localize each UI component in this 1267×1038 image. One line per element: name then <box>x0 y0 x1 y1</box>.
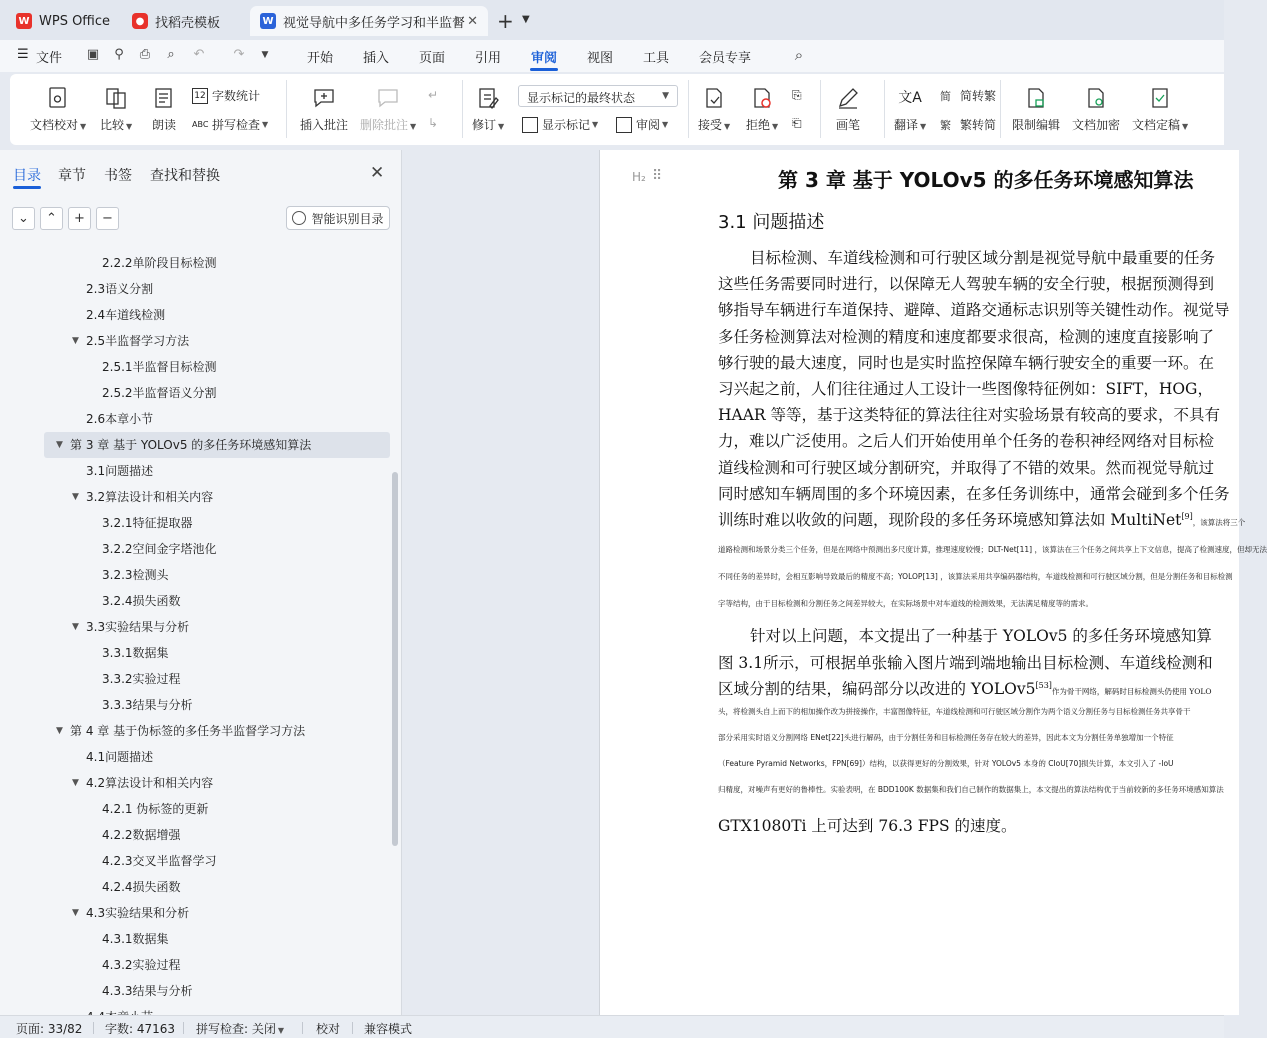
toc-list <box>0 250 392 1030</box>
review-pane-button[interactable]: 审阅 ▼ <box>616 116 668 133</box>
toc-item[interactable] <box>0 614 392 640</box>
tab-label: 找稻壳模板 <box>155 15 221 31</box>
to-simplified-label: 繁转简 <box>960 118 997 132</box>
collapse-arrow-icon[interactable]: ▼ <box>72 622 79 632</box>
accept-label: 接受 <box>698 118 723 132</box>
toc-item-label: 4.3实验结果和分析 <box>86 906 190 920</box>
text-line <box>718 677 1212 699</box>
to-simplified-button[interactable] <box>940 116 996 133</box>
chevron-down-icon: ▼ <box>662 91 669 101</box>
text-line <box>718 429 1214 451</box>
reject-button[interactable]: 拒绝 ▼ <box>746 86 778 133</box>
read-aloud-label: 朗读 <box>152 118 177 132</box>
page-indicator[interactable]: 页面: 33/82 <box>16 1022 83 1036</box>
revise-icon <box>476 86 500 110</box>
toc-item-label: 4.1问题描述 <box>86 750 154 764</box>
tab-bookmarks[interactable]: 书签 <box>104 168 132 184</box>
pen-button[interactable] <box>836 86 860 133</box>
menu-file[interactable]: 文件 <box>36 51 63 66</box>
smart-toc-label: 智能识别目录 <box>311 211 384 226</box>
citation: [53] <box>1035 680 1052 690</box>
text-line-content: 多任务检测算法对检测的精度和速度都要求很高，检测的速度直接影响了 <box>718 327 1215 346</box>
finalize-icon <box>1148 86 1172 110</box>
ribbon-separator <box>462 80 463 138</box>
toc-item-label: 3.2.3检测头 <box>102 568 169 582</box>
doc-check-button[interactable]: 文档校对 ▼ <box>30 86 86 133</box>
review-ribbon <box>10 74 1224 145</box>
menu-page[interactable]: 页面 <box>419 51 446 66</box>
small-text-line: 归精度，对噪声有更好的鲁棒性。实验表明，在 BDD100K 数据集和我们自己制作的数据集上，本文提出的算法结构优于当前较新的多任务环境感知算法 <box>718 785 1224 794</box>
menu-reference[interactable]: 引用 <box>475 51 502 66</box>
toc-item[interactable] <box>0 380 392 406</box>
prev-change-icon[interactable]: ⎘ <box>792 88 802 102</box>
doc-encrypt-label: 文档加密 <box>1072 118 1121 132</box>
drag-handle-icon[interactable]: ⠿ <box>652 168 661 184</box>
docer-icon: ● <box>132 13 148 29</box>
text-line <box>718 508 1245 530</box>
toc-item-label: 3.3.2实验过程 <box>102 672 181 686</box>
next-comment-icon[interactable]: ↳ <box>428 116 439 130</box>
toc-item[interactable] <box>0 588 392 614</box>
translate-label: 翻译 <box>894 118 919 132</box>
revise-label: 修订 <box>472 118 497 132</box>
toc-item[interactable] <box>0 692 392 718</box>
read-aloud-button[interactable] <box>152 86 176 133</box>
toc-item[interactable] <box>0 510 392 536</box>
restrict-edit-label: 限制编辑 <box>1012 118 1061 132</box>
citation: [9] <box>1181 511 1193 521</box>
doc-check-icon <box>46 86 70 110</box>
toc-item[interactable] <box>0 822 392 848</box>
collapse-arrow-icon[interactable]: ▼ <box>72 336 79 346</box>
text-line <box>718 482 1230 504</box>
smart-toc-button[interactable] <box>286 206 390 230</box>
toc-item[interactable] <box>0 848 392 874</box>
comment-add-icon <box>312 86 336 110</box>
undo-icon[interactable]: ↶ <box>193 47 205 62</box>
add-heading-icon[interactable]: + <box>68 207 91 230</box>
document-area <box>403 150 1267 1015</box>
toc-item[interactable] <box>0 458 392 484</box>
small-text-line: 部分采用实时语义分割网络 ENet[22]头进行解码，由于分割任务和目标检测任务存在较大的差异，因此本文为分割任务单独增加一个特征 <box>718 733 1174 742</box>
toc-item[interactable] <box>0 302 392 328</box>
prev-comment-icon[interactable]: ↵ <box>428 88 439 102</box>
toc-item-label: 3.2.1特征提取器 <box>102 516 193 530</box>
text-line <box>750 624 1212 646</box>
small-text-line: 道路检测和场景分类三个任务，但是在网络中预测出多尺度计算，推理速度较慢；DLT-Net[11] ，该算法在三个任务之间共享上下文信息，提高了检测速度，但却无法 <box>718 545 1267 554</box>
monitor-icon[interactable] <box>456 17 459 25</box>
active-menu-indicator <box>530 68 558 71</box>
chevron-down-icon[interactable]: ▼ <box>261 50 269 60</box>
status-bar <box>0 1015 1224 1038</box>
text-line-tail: 作为骨干网络，解码时目标检测头仍使用 YOLO <box>1051 687 1212 696</box>
restrict-edit-button[interactable] <box>1012 86 1060 133</box>
compat-mode-indicator: 兼容模式 <box>364 1022 413 1036</box>
word-count-icon: 12 <box>192 88 208 104</box>
doc-encrypt-button[interactable] <box>1072 86 1120 133</box>
text-line-content: 道线检测和可行驶区域分割研究，并取得了不错的效果。然而视觉导航过 <box>718 458 1215 477</box>
comment-delete-icon <box>376 86 400 110</box>
read-aloud-icon <box>152 86 176 110</box>
toc-item-label: 2.2.2单阶段目标检测 <box>102 256 217 270</box>
text-line <box>718 272 1214 294</box>
toc-item-label: 4.3.3结果与分析 <box>102 984 193 998</box>
spell-check-button[interactable]: ABC 拼写检查 ▼ <box>192 118 269 132</box>
tab-toc[interactable]: 目录 <box>13 168 41 184</box>
word-count-indicator[interactable]: 字数: 47163 <box>105 1022 176 1036</box>
search-icon[interactable]: ⌕ <box>794 46 804 64</box>
lock-doc-icon <box>1024 86 1048 110</box>
toc-item-label: 3.1问题描述 <box>86 464 154 478</box>
heading-level-marker: H₂ <box>632 170 646 184</box>
collapse-chevron-icon[interactable]: ⌄ <box>12 207 35 230</box>
menu-bar <box>0 40 1224 72</box>
toc-item[interactable] <box>0 666 392 692</box>
toc-item[interactable] <box>0 874 392 900</box>
collapse-arrow-icon[interactable]: ▼ <box>56 440 63 450</box>
toc-item[interactable] <box>0 536 392 562</box>
toc-item-label: 4.3.2实验过程 <box>102 958 181 972</box>
toc-item-label: 4.2.2数据增强 <box>102 828 181 842</box>
toc-item[interactable] <box>0 978 392 1004</box>
tab-docer[interactable] <box>122 6 244 36</box>
toc-item[interactable] <box>0 718 392 744</box>
spell-check-icon: ABC <box>192 119 209 129</box>
text-line-content: 区域分割的结果，编码部分以改进的 YOLOv5 <box>718 680 1036 698</box>
word-doc-icon: W <box>260 13 276 29</box>
compare-button[interactable]: 比较 ▼ <box>100 86 132 133</box>
text-line-content: 够指导车辆进行车道保持、避障、道路交通标志识别等关键性动作。视觉导 <box>718 301 1230 320</box>
toc-item-label: 3.3实验结果与分析 <box>86 620 190 634</box>
close-icon[interactable]: ✕ <box>370 163 385 183</box>
text-line <box>718 351 1214 373</box>
text-line-content: 目标检测、车道线检测和可行驶区域分割是视觉导航中最重要的任务 <box>750 249 1216 267</box>
toc-item-label: 2.5.1半监督目标检测 <box>102 360 217 374</box>
reject-icon <box>750 86 774 110</box>
show-markup-label: 显示标记 <box>542 118 591 132</box>
doc-finalize-label: 文档定稿 <box>1132 118 1181 132</box>
doc-check-label: 文档校对 <box>30 118 79 132</box>
collapse-arrow-icon[interactable]: ▼ <box>72 778 79 788</box>
review-pane-icon <box>616 117 632 133</box>
text-line-content: HAAR 等等，基于这类特征的算法往往对实验场景有较高的要求，不具有 <box>718 406 1221 425</box>
text-line-content: 习兴起之前，人们往往通过人工设计一些图像特征例如：SIFT，HOG， <box>718 380 1213 398</box>
ribbon-separator <box>820 80 821 138</box>
text-line <box>718 325 1214 347</box>
delete-comment-button[interactable]: 删除批注 ▼ <box>360 86 416 133</box>
collapse-arrow-icon[interactable]: ▼ <box>56 726 63 736</box>
ribbon-separator <box>1000 80 1001 138</box>
print-icon[interactable]: ⎙ <box>139 47 151 62</box>
sidebar-scrollbar[interactable] <box>392 472 398 846</box>
toc-item[interactable] <box>0 640 392 666</box>
collapse-arrow-icon[interactable]: ▼ <box>72 492 79 502</box>
toc-item[interactable] <box>0 900 392 926</box>
text-line <box>718 456 1214 478</box>
tab-find-replace[interactable]: 查找和替换 <box>150 168 220 184</box>
small-text-line: 不同任务的差异时，会相互影响导致最后的精度不高；YOLOP[13] ，该算法采用共享编码器结构，车道线检测和可行驶区域分割，但是分割任务和目标检测 <box>718 572 1233 581</box>
save-icon[interactable]: ▣ <box>86 47 100 62</box>
pen-label: 画笔 <box>836 118 861 132</box>
link-icon[interactable]: ⚲ <box>114 47 124 62</box>
text-line <box>718 403 1220 425</box>
toc-item-label: 4.3.1数据集 <box>102 932 169 946</box>
to-traditional-label: 简转繁 <box>960 89 997 103</box>
active-tab-indicator <box>13 186 41 189</box>
toc-item[interactable] <box>0 276 392 302</box>
new-tab-icon[interactable]: + <box>497 9 514 33</box>
wps-icon: W <box>16 13 32 29</box>
toc-item-label: 第 3 章 基于 YOLOv5 的多任务环境感知算法 <box>70 438 312 452</box>
accept-icon <box>702 86 726 110</box>
spell-check-status: 拼写检查: 关闭 <box>196 1022 276 1036</box>
toc-item[interactable] <box>0 328 392 354</box>
translate-button[interactable]: 文A 翻译 ▼ <box>894 86 926 133</box>
toc-item[interactable] <box>0 744 392 770</box>
text-line <box>718 298 1230 320</box>
menu-membership[interactable]: 会员专享 <box>699 51 752 66</box>
toc-item-label: 3.2算法设计和相关内容 <box>86 490 214 504</box>
translate-icon: 文A <box>898 90 922 106</box>
insert-comment-button[interactable] <box>300 86 348 133</box>
spell-check-indicator[interactable]: 拼写检查: 关闭 ▼ <box>196 1022 285 1036</box>
text-line <box>750 246 1215 268</box>
toc-item[interactable] <box>0 562 392 588</box>
toc-item-label: 4.2.3交叉半监督学习 <box>102 854 217 868</box>
text-line-content: 针对以上问题，本文提出了一种基于 YOLOv5 的多任务环境感知算 <box>750 627 1212 645</box>
doc-finalize-button[interactable]: 文档定稿 ▼ <box>1132 86 1188 133</box>
to-traditional-button[interactable] <box>940 87 996 104</box>
status-separator <box>302 1022 303 1034</box>
markup-state-value: 显示标记的最终状态 <box>527 91 636 105</box>
encrypt-icon <box>1084 86 1108 110</box>
print-preview-icon[interactable]: ⌕ <box>167 47 175 62</box>
toc-item-label: 2.3语义分割 <box>86 282 154 296</box>
toc-item-label: 2.5.2半监督语义分割 <box>102 386 217 400</box>
menu-tools[interactable]: 工具 <box>643 51 670 66</box>
toc-item-label: 第 4 章 基于伪标签的多任务半监督学习方法 <box>70 724 306 738</box>
status-separator <box>183 1022 184 1034</box>
revise-button[interactable]: 修订 ▼ <box>472 86 504 133</box>
ribbon-separator <box>688 80 689 138</box>
toc-item-label: 3.3.1数据集 <box>102 646 169 660</box>
proofread-indicator[interactable]: 校对 <box>316 1022 341 1036</box>
small-text-line: （Feature Pyramid Networks，FPN[69]）结构，以获得更好的分割效果，针对 YOLOv5 本身的 CIoU[70]损失计算，本文引入了 -IoU <box>718 759 1174 768</box>
close-tab-icon[interactable]: ✕ <box>467 13 478 29</box>
hamburger-icon[interactable]: ☰ <box>17 47 29 62</box>
word-count-button[interactable] <box>192 87 260 104</box>
text-line-content: 图 3.1所示，可根据单张输入图片端到端地输出目标检测、车道线检测和 <box>718 653 1213 672</box>
document-page[interactable] <box>599 150 1267 1015</box>
toc-item[interactable] <box>0 952 392 978</box>
tab-bar <box>0 0 1224 40</box>
convert-icon: 简 <box>940 89 951 103</box>
toc-item-label: 3.2.4损失函数 <box>102 594 181 608</box>
expand-chevron-icon[interactable]: ⌃ <box>40 207 63 230</box>
reject-label: 拒绝 <box>746 118 771 132</box>
toc-item-label: 2.4车道线检测 <box>86 308 166 322</box>
pen-icon <box>836 86 860 110</box>
text-line-content: 够行驶的最大速度，同时也是实时监控保障车辆行驶安全的重要一环。在 <box>718 353 1215 372</box>
tab-label: 视觉导航中多任务学习和半监督 <box>283 15 466 31</box>
text-line-content: 训练时难以收敛的问题，现阶段的多任务环境感知算法如 MultiNet <box>718 511 1182 529</box>
toc-item-label: 4.2.1 伪标签的更新 <box>102 802 209 816</box>
ribbon-separator <box>884 80 885 138</box>
chevron-down-icon[interactable]: ▼ <box>522 14 530 25</box>
menu-review[interactable]: 审阅 <box>531 51 558 66</box>
toc-item[interactable] <box>0 796 392 822</box>
tab-document[interactable] <box>250 6 488 36</box>
toc-item[interactable] <box>0 250 392 276</box>
toc-item[interactable] <box>0 354 392 380</box>
remove-heading-icon[interactable]: − <box>96 207 119 230</box>
text-line-content: 力，难以广泛使用。之后人们开始使用单个任务的卷积神经网络对目标检 <box>718 432 1215 451</box>
next-change-icon[interactable]: ⎗ <box>792 116 802 130</box>
small-text-line: 字等结构，由于目标检测和分割任务之间差异较大，在实际场景中对车道线的检测效果，无法满足精度等的需求。 <box>718 599 1093 608</box>
toc-item-label: 4.2.4损失函数 <box>102 880 181 894</box>
toc-item-label: 2.5半监督学习方法 <box>86 334 190 348</box>
redo-icon[interactable]: ↷ <box>233 47 245 62</box>
menu-home[interactable]: 开始 <box>307 51 334 66</box>
status-separator <box>352 1022 353 1034</box>
show-markup-icon <box>522 117 538 133</box>
toc-item[interactable] <box>0 484 392 510</box>
word-count-label: 字数统计 <box>212 89 261 103</box>
text-line <box>718 377 1213 399</box>
toc-item-label: 2.6本章小节 <box>86 412 154 426</box>
menu-view[interactable]: 视图 <box>587 51 614 66</box>
toc-item[interactable] <box>0 406 392 432</box>
text-line <box>718 651 1213 673</box>
compare-label: 比较 <box>100 118 125 132</box>
collapse-arrow-icon[interactable]: ▼ <box>72 908 79 918</box>
tab-label: WPS Office <box>39 13 111 29</box>
toc-item[interactable] <box>0 770 392 796</box>
chapter-title: 第 3 章 基于 YOLOv5 的多任务环境感知算法 <box>778 168 1194 192</box>
spell-check-label: 拼写检查 <box>212 118 261 132</box>
compare-icon <box>104 86 128 110</box>
convert-icon: 繁 <box>940 118 951 132</box>
delete-comment-label: 删除批注 <box>360 118 409 132</box>
ribbon-separator <box>286 80 287 138</box>
small-text-line: 头，将检测头自上而下的相加操作改为拼接操作，丰富图像特征，车道线检测和可行驶区域分割作为两个语义分割任务与目标检测任务共享骨干 <box>718 707 1191 716</box>
section-title: 3.1 问题描述 <box>718 212 825 233</box>
text-line-tail: ，该算法将三个 <box>1192 518 1246 527</box>
markup-state-select[interactable] <box>518 85 678 107</box>
toc-item-label: 4.2算法设计和相关内容 <box>86 776 214 790</box>
navigation-pane <box>0 150 402 1015</box>
toc-item[interactable] <box>44 432 390 458</box>
tab-chapters[interactable]: 章节 <box>58 168 86 184</box>
tab-wps-office[interactable] <box>6 6 118 36</box>
toc-item-label: 3.2.2空间金字塔池化 <box>102 542 217 556</box>
toc-item[interactable] <box>0 926 392 952</box>
review-pane-label: 审阅 <box>636 118 661 132</box>
toc-item-label: 3.3.3结果与分析 <box>102 698 193 712</box>
text-line-content: 这些任务需要同时进行，以保障无人驾驶车辆的安全行驶，根据预测得到 <box>718 275 1215 294</box>
status-separator <box>93 1022 94 1034</box>
accept-button[interactable]: 接受 ▼ <box>698 86 730 133</box>
smart-icon <box>292 211 306 225</box>
show-markup-button[interactable]: 显示标记 ▼ <box>522 116 598 133</box>
text-line-content: 同时感知车辆周围的多个环境因素，在多任务训练中，通常会碰到多个任务 <box>718 484 1230 503</box>
paragraph-3: GTX1080Ti 上可达到 76.3 FPS 的速度。 <box>718 817 1017 835</box>
menu-insert[interactable]: 插入 <box>363 51 390 66</box>
insert-comment-label: 插入批注 <box>300 118 349 132</box>
